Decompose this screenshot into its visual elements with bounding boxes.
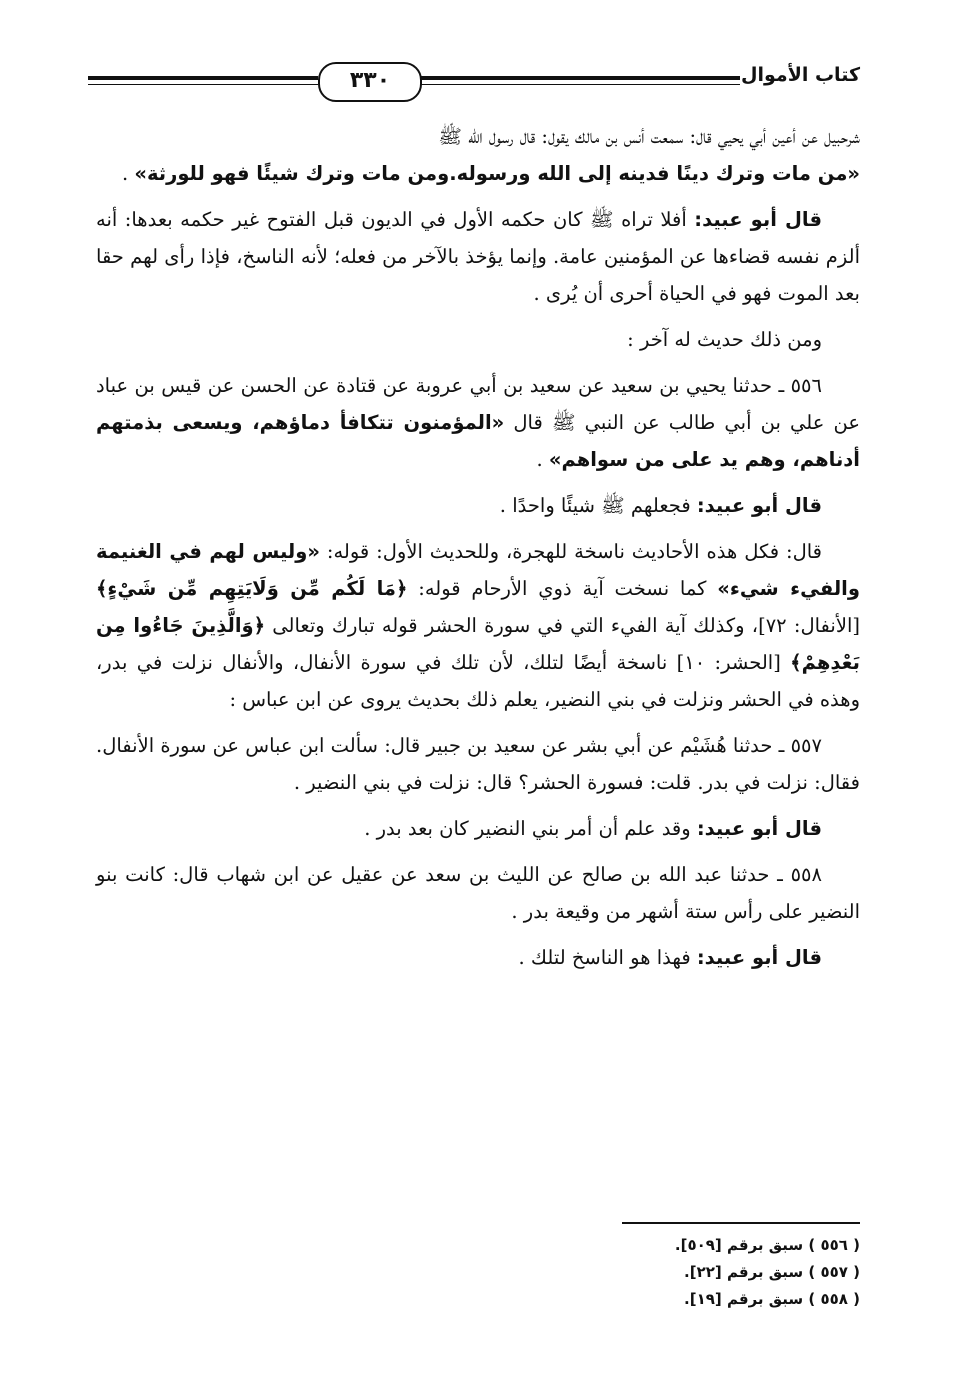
footnote: ( ٥٥٧ ) سبق برقم [٢٢]. [684, 1263, 860, 1281]
running-title: كتاب الأموال [741, 64, 860, 86]
header-rule-thin [418, 84, 740, 85]
header-rule [418, 76, 740, 80]
paragraph-text: أفلا تراه ﷺ كان حكمه الأول في الديون قبل الفتوح غير حكمه بعدها: أنه ألزم نفسه قضاءها عن المؤمنين عامة. وإنما يؤخذ بالآخر من فعله؛ لأنه الناسخ، فإذا رأى لهم حقا بعد الموت فهو في الحياة أحرى أن يُرى . [96, 208, 860, 305]
hadith-quote: «من مات وترك دينًا فدينه إلى الله ورسوله.ومن مات وترك شيئًا فهو للورثة» [134, 162, 860, 185]
speaker-label: قال أبو عبيد: [696, 817, 822, 840]
footnote-divider [622, 1222, 860, 1224]
footnotes [460, 1232, 860, 1313]
header-rule [88, 76, 318, 80]
paragraph-text: . [121, 162, 135, 185]
paragraph-text: فهذا هو الناسخ لتلك . [518, 946, 697, 969]
paragraph-text: ناسخة أيضًا لتلك، لأن تلك في سورة الأنفال، والأنفال نزلت في بدر، وهذه في الحشر ونزلت في بني النضير، يعلم ذلك بحديث يروى عن ابن عباس : [96, 651, 860, 711]
paragraph [96, 810, 860, 847]
paragraph-text: ، وكذلك آية الفيء التي في سورة الحشر قوله تبارك وتعالى [265, 614, 759, 637]
speaker-label: قال أبو عبيد: [696, 946, 822, 969]
header-rule-thin [88, 84, 318, 85]
paragraph-text: فجعلهم ﷺ شيئًا واحدًا . [499, 494, 697, 517]
hadith-quote: «المؤمنون تتكافأ دماؤهم، ويسعى بذمتهم أدناهم، وهم يد على من سواهم» [96, 411, 860, 471]
speaker-label: قال أبو عبيد: [696, 494, 822, 517]
paragraph-text: شرحبيل عن أعين أبي يحيي قال: سمعت أنس بن مالك يقول: قال رسول الله ﷺ [438, 125, 860, 148]
paragraph-text: وقد علم أن أمر بني النضير كان بعد بدر . [364, 817, 697, 840]
paragraph [96, 727, 860, 801]
page-number: ٣٣٠ [318, 62, 422, 102]
quran-quote: ﴿وَالَّذِينَ جَاءُوا مِن بَعْدِهِمْ﴾ [96, 614, 860, 674]
verse-reference: [الأنفال: ٧٢] [758, 614, 860, 637]
paragraph [96, 939, 860, 976]
paragraph-text: كما نسخت آية ذوي الأرحام قوله: [407, 577, 718, 600]
footnote: ( ٥٥٨ ) سبق برقم [١٩]. [684, 1290, 860, 1308]
verse-reference: [الحشر: ١٠] [676, 651, 791, 674]
main-text [96, 118, 860, 985]
page-header [88, 62, 860, 104]
paragraph [96, 118, 860, 192]
paragraph-text: ٥٥٧ ـ حدثنا هُشَيْم عن أبي بشر عن سعيد بن جبير قال: سألت ابن عباس عن سورة الأنفال. فقال: نزلت في بدر. قلت: فسورة الحشر؟ قال: نزلت في بني النضير . [96, 734, 860, 794]
paragraph [96, 201, 860, 312]
paragraph-text: ٥٥٨ ـ حدثنا عبد الله بن صالح عن الليث بن سعد عن عقيل عن ابن شهاب قال: كانت بنو النضير على رأس ستة أشهر من وقيعة بدر . [96, 863, 860, 923]
paragraph [96, 321, 860, 358]
hadith-quote: «وليس لهم في الغنيمة والفيء شيء» [96, 540, 860, 600]
footnote: ( ٥٥٦ ) سبق برقم [٥٠٩]. [674, 1236, 860, 1254]
paragraph-text: ٥٥٦ ـ حدثنا يحيي بن سعيد عن سعيد بن أبي عروبة عن قتادة عن الحسن عن قيس بن عباد عن علي بن أبي طالب عن النبي ﷺ قال [96, 374, 860, 434]
paragraph [96, 533, 860, 718]
paragraph [96, 367, 860, 478]
quran-quote: ﴿مَا لَكُم مِّن وَلَايَتِهِم مِّن شَيْءٍ﴾ [96, 577, 408, 600]
paragraph [96, 487, 860, 524]
paragraph [96, 856, 860, 930]
paragraph-text: قال: فكل هذه الأحاديث ناسخة للهجرة، وللحديث الأول: قوله: [319, 540, 822, 563]
paragraph-text: ومن ذلك حديث له آخر : [627, 328, 822, 351]
paragraph-text: . [536, 448, 549, 471]
speaker-label: قال أبو عبيد: [694, 208, 822, 231]
